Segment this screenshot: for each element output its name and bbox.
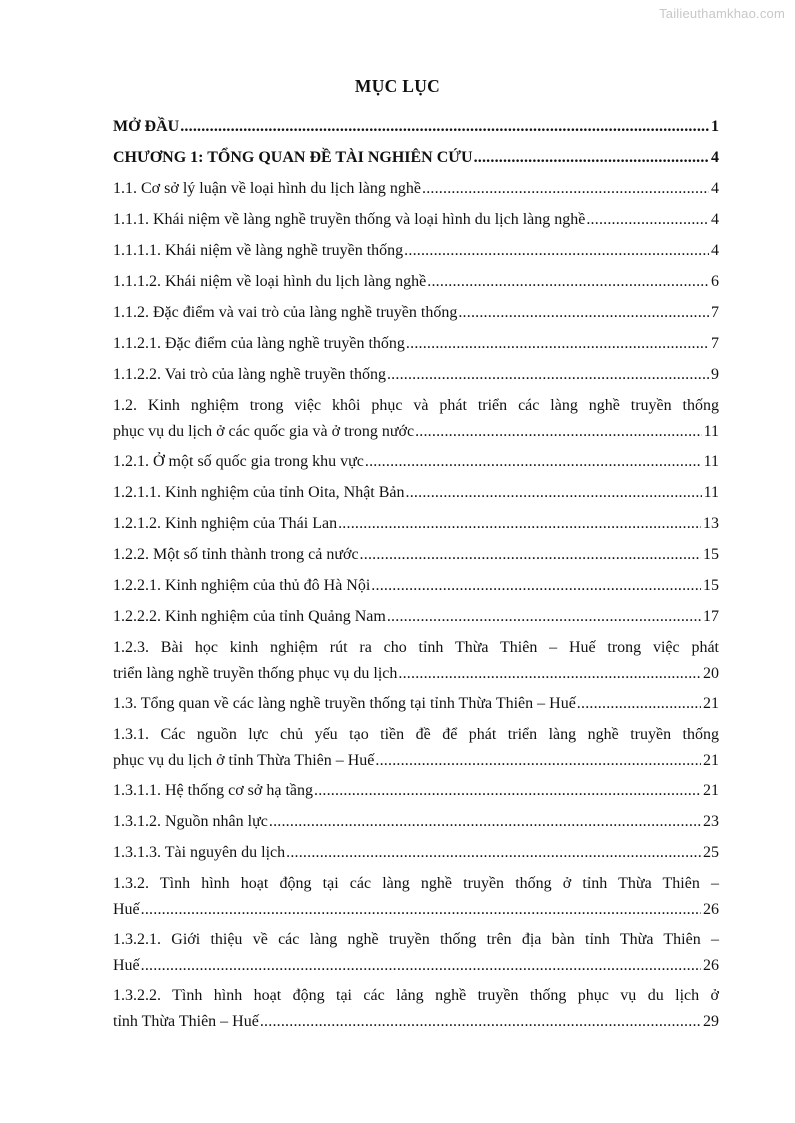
toc-entry-line [113,269,719,295]
toc-entry-title: phục vụ du lịch ở tỉnh Thừa Thiên – Huế [113,752,375,769]
toc-entry[interactable] [113,778,719,804]
dot-leader [180,114,709,140]
toc-entry-title: Huế [113,901,140,918]
toc-page-number: 11 [703,453,719,470]
toc-entry-line [113,691,719,717]
toc-page-number: 11 [703,484,719,501]
dot-leader [586,207,709,233]
toc-entry-line [113,300,719,326]
toc-entry-title: 1.1.1.2. Khái niệm về loại hình du lịch làng nghề [113,273,427,290]
toc-page-number: 9 [711,366,719,383]
dot-leader [387,604,701,630]
toc-entry-title: 1.1.2.1. Đặc điểm của làng nghề truyền thống [113,335,405,352]
toc-page-number: 17 [703,608,719,625]
toc-page-number: 6 [711,273,719,290]
dot-leader [141,953,701,979]
toc-entry-line [113,207,719,233]
toc-entry-title-line: 1.2. Kinh nghiệm trong việc khôi phục và phát triển các làng nghề truyền thống [113,397,719,414]
toc-entry[interactable] [113,176,719,202]
dot-leader [314,778,701,804]
toc-entry[interactable] [113,691,719,717]
toc-entry-line [113,114,719,140]
toc-page-number: 15 [703,577,719,594]
toc-page-number: 25 [703,844,719,861]
toc-entry-title: 1.3.1.2. Nguồn nhân lực [113,813,268,830]
toc-entry[interactable] [113,809,719,835]
page-title: MỤC LỤC [354,76,441,96]
toc-entry-line [113,953,719,979]
toc-entry[interactable] [113,145,719,171]
toc-page-number: 4 [711,149,719,166]
toc-entry[interactable] [113,871,719,923]
toc-entry[interactable] [113,927,719,979]
toc-entry-line [113,604,719,630]
toc-page-number: 20 [703,665,719,682]
toc-entry[interactable] [113,511,719,537]
toc-page-number: 29 [703,1013,719,1030]
dot-leader [458,300,709,326]
toc-entry[interactable] [113,573,719,599]
toc-entry-title: 1.1.2.2. Vai trò của làng nghề truyền thống [113,366,386,383]
toc-entry[interactable] [113,362,719,388]
toc-entry-title: 1.1.2. Đặc điểm và vai trò của làng nghề truyền thống [113,304,458,321]
toc-page-number: 7 [711,304,719,321]
toc-page-number: 21 [703,752,719,769]
toc-entry-title: 1.2.1.2. Kinh nghiệm của Thái Lan [113,515,338,532]
toc-entry-title-line: 1.2.3. Bài học kinh nghiệm rút ra cho tỉnh Thừa Thiên – Huế trong việc phát [113,639,719,656]
toc-entry[interactable] [113,449,719,475]
toc-entry-line [113,661,719,687]
toc-entry-line [113,778,719,804]
toc-entry[interactable] [113,480,719,506]
toc-page-number: 7 [711,335,719,352]
toc-entry-title: triển làng nghề truyền thống phục vụ du lịch [113,665,398,682]
dot-leader [360,542,701,568]
dot-leader [406,331,709,357]
dot-leader [269,809,701,835]
toc-entry-title: 1.1.1.1. Khái niệm về làng nghề truyền thống [113,242,404,259]
toc-entry[interactable] [113,393,719,445]
toc-page-number: 4 [711,242,719,259]
toc-entry[interactable] [113,331,719,357]
toc-entry-line [113,176,719,202]
toc-entry-title-line: 1.3.1. Các nguồn lực chủ yếu tạo tiền đề để phát triển làng nghề truyền thống [113,726,719,743]
toc-entry[interactable] [113,114,719,140]
toc-entry-title: 1.1. Cơ sở lý luận về loại hình du lịch làng nghề [113,180,421,197]
toc-entry[interactable] [113,840,719,866]
dot-leader [398,661,701,687]
toc-entry-line [113,840,719,866]
dot-leader [427,269,709,295]
toc-entry-title: 1.2.2.1. Kinh nghiệm của thủ đô Hà Nội [113,577,371,594]
toc-page-number: 21 [703,782,719,799]
toc-page-number: 26 [703,901,719,918]
table-of-contents [113,114,719,1039]
dot-leader [387,362,709,388]
dot-leader [375,748,701,774]
dot-leader [474,145,709,171]
toc-entry-line [113,362,719,388]
toc-entry-line [113,542,719,568]
dot-leader [577,691,701,717]
toc-page-number: 13 [703,515,719,532]
toc-entry-title-line: 1.3.2. Tình hình hoạt động tại các làng nghề truyền thống ở tỉnh Thừa Thiên – [113,875,719,892]
toc-entry-title: 1.3.1.3. Tài nguyên du lịch [113,844,286,861]
toc-entry[interactable] [113,983,719,1035]
toc-entry[interactable] [113,542,719,568]
toc-entry[interactable] [113,238,719,264]
toc-entry-title: MỞ ĐẦU [113,118,180,135]
toc-entry[interactable] [113,269,719,295]
toc-entry[interactable] [113,300,719,326]
toc-entry-title: Huế [113,957,140,974]
toc-page-number: 11 [703,423,719,440]
dot-leader [141,897,701,923]
toc-entry-line [113,449,719,475]
dot-leader [260,1009,701,1035]
toc-entry-title: 1.1.1. Khái niệm về làng nghề truyền thống và loại hình du lịch làng nghề [113,211,586,228]
toc-entry-title: 1.2.1. Ở một số quốc gia trong khu vực [113,453,364,470]
toc-entry-line [113,480,719,506]
dot-leader [338,511,701,537]
toc-entry-title: 1.2.2. Một số tỉnh thành trong cả nước [113,546,359,563]
toc-entry-line [113,238,719,264]
toc-page-number: 23 [703,813,719,830]
toc-entry-title: CHƯƠNG 1: TỔNG QUAN ĐỀ TÀI NGHIÊN CỨU [113,149,473,166]
toc-page-number: 26 [703,957,719,974]
toc-entry-title-line: 1.3.2.2. Tình hình hoạt động tại các lảng nghề truyền thống phục vụ du lịch ở [113,987,719,1004]
toc-page-number: 4 [711,180,719,197]
toc-entry-line [113,145,719,171]
toc-entry-line [113,331,719,357]
toc-entry-line [113,748,719,774]
toc-entry-title: 1.3. Tổng quan về các làng nghề truyền thống tại tỉnh Thừa Thiên – Huế [113,695,576,712]
toc-entry-line [113,897,719,923]
dot-leader [365,449,702,475]
toc-entry[interactable] [113,604,719,630]
toc-page-number: 4 [711,211,719,228]
toc-entry-line [113,1009,719,1035]
toc-entry-line [113,809,719,835]
dot-leader [406,480,702,506]
dot-leader [371,573,701,599]
toc-entry-line [113,511,719,537]
dot-leader [286,840,701,866]
toc-entry-title: 1.2.1.1. Kinh nghiệm của tỉnh Oita, Nhật Bản [113,484,405,501]
toc-entry-title: tỉnh Thừa Thiên – Huế [113,1013,259,1030]
toc-page-number: 15 [703,546,719,563]
toc-entry[interactable] [113,722,719,774]
toc-page-number: 1 [711,118,719,135]
toc-entry[interactable] [113,207,719,233]
toc-entry-title-line: 1.3.2.1. Giới thiệu về các làng nghề truyền thống trên địa bàn tỉnh Thừa Thiên – [113,931,719,948]
dot-leader [422,176,709,202]
toc-entry[interactable] [113,635,719,687]
toc-entry-title: 1.3.1.1. Hệ thống cơ sở hạ tầng [113,782,313,799]
dot-leader [415,419,702,445]
toc-entry-title: 1.2.2.2. Kinh nghiệm của tỉnh Quảng Nam [113,608,386,625]
toc-entry-title: phục vụ du lịch ở các quốc gia và ở trong nước [113,423,415,440]
toc-page-number: 21 [703,695,719,712]
dot-leader [404,238,709,264]
toc-entry-line [113,573,719,599]
toc-entry-line [113,419,719,445]
watermark: Tailieuthamkhao.com [659,6,785,21]
